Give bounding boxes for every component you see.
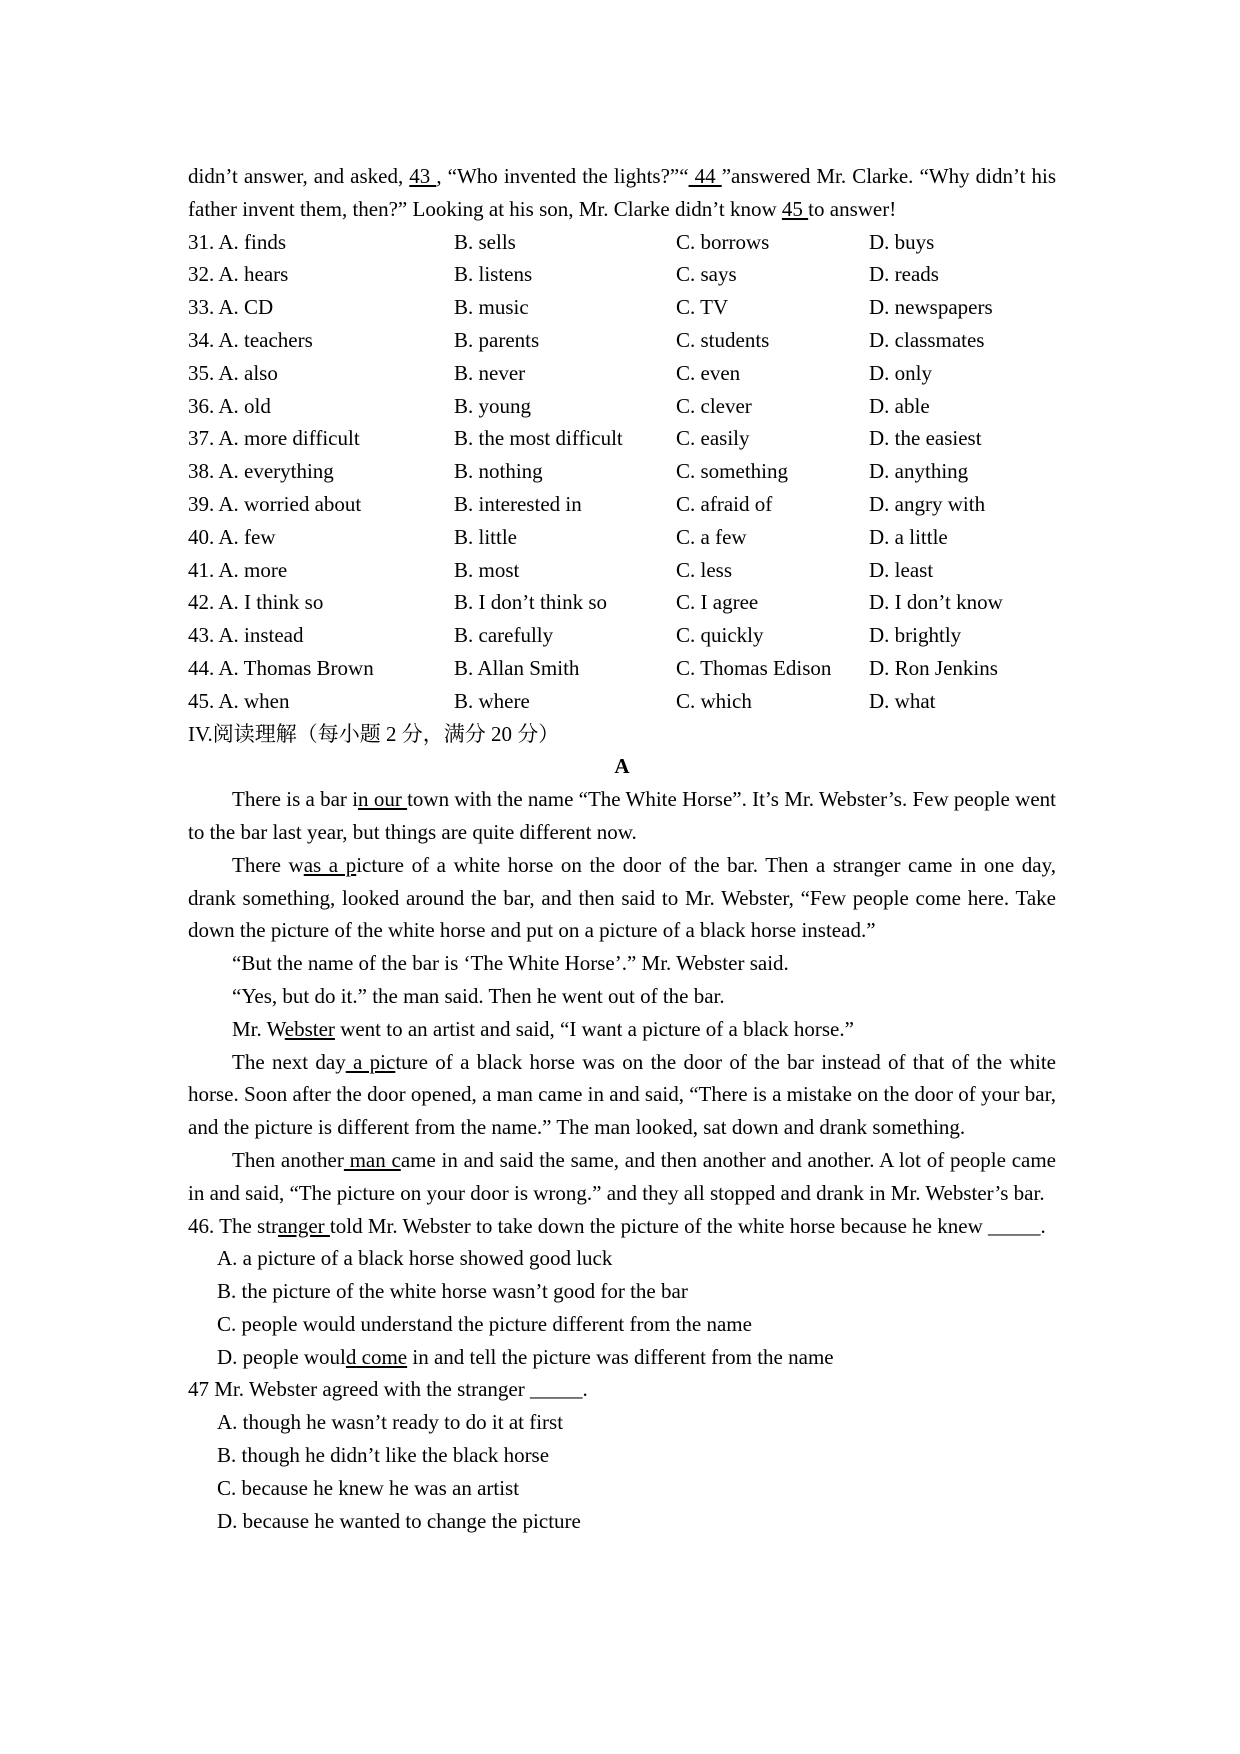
option-a: 37. A. more difficult [188, 426, 360, 451]
option-a: 38. A. everything [188, 459, 334, 484]
option-a: 44. A. Thomas Brown [188, 655, 374, 680]
paragraph-text: Then another [232, 1147, 344, 1172]
option-a: 32. A. hears [188, 262, 289, 287]
option-d: D. I don’t know [869, 590, 1003, 615]
reading-passage [188, 783, 1056, 1209]
option-row-42 [188, 586, 1056, 619]
passage-paragraph [188, 1046, 1056, 1144]
option-d: D. classmates [869, 327, 985, 352]
option-c: C. something [676, 459, 789, 484]
option-row-35 [188, 357, 1056, 390]
option-b: B. sells [454, 229, 516, 254]
paragraph-text: The next day [232, 1049, 346, 1074]
option-c: C. Thomas Edison [676, 655, 832, 680]
paragraph-text: icture of a white horse on the door of the bar. Then a stranger came in one day, drank something, looked around the bar, and then said to Mr. Webster, “Few people come here. Take down the picture of the white horse and put on a picture of a black horse instead.” [188, 852, 1056, 943]
option-a: 45. A. when [188, 688, 290, 713]
cloze-text: ”answered Mr. Clarke. “Why didn’t his father invent them, then?” Looking at his son, Mr. Clarke didn’t know [188, 164, 1057, 221]
blank-43: 43 [409, 164, 437, 188]
option-c: C. borrows [676, 229, 770, 254]
paragraph-text: man c [343, 1147, 401, 1172]
cloze-text: to answer! [808, 196, 897, 221]
blank-45: 45 [781, 196, 809, 221]
option-c: C. quickly [676, 623, 764, 648]
option-a: 42. A. I think so [188, 590, 324, 615]
option-c: C. says [676, 262, 737, 287]
cloze-text: , “Who invented the lights?”“ [436, 164, 689, 188]
option-b: B. most [454, 557, 520, 582]
passage-paragraph [188, 849, 1056, 947]
question-47 [188, 1373, 1056, 1537]
option-a: 35. A. also [188, 360, 278, 385]
option-d: D. anything [869, 459, 969, 484]
option-c: C. a few [676, 524, 747, 549]
option-row-40 [188, 521, 1056, 554]
option-b: B. parents [454, 327, 540, 352]
option-d: D. the easiest [869, 426, 982, 451]
option-b: B. music [454, 295, 529, 320]
question-stem [188, 1210, 1056, 1243]
option-d: D. only [869, 360, 932, 385]
option-row-36 [188, 390, 1056, 423]
option-c: C. less [676, 557, 733, 582]
option-a: 40. A. few [188, 524, 276, 549]
blank-44: 44 [688, 164, 722, 188]
question-46 [188, 1210, 1056, 1374]
option-b: B. the most difficult [454, 426, 623, 451]
option-row-43 [188, 619, 1056, 652]
answer-option-b: B. the picture of the white horse wasn’t good for the bar [217, 1279, 688, 1304]
paragraph-text: went to an artist and said, “I want a picture of a black horse.” [334, 1016, 854, 1041]
paragraph-text: as a p [303, 852, 357, 877]
option-text: in and tell the picture was different from the name [407, 1344, 834, 1369]
paragraph-text: Mr. W [232, 1016, 285, 1041]
option-row-41 [188, 554, 1056, 587]
paragraph-text: ture of a black horse was on the door of the bar instead of that of the white horse. Soon after the door opened, a man came in and said, “There is a mistake on the door of your bar, and the picture is different from the name.” The man looked, sat down and drank something. [188, 1049, 1057, 1140]
paragraph-text: ame in and said the same, and then another and another. A lot of people came in and said, “The picture on your door is wrong.” and they all stopped and drank in Mr. Webster’s bar. [188, 1147, 1056, 1205]
option-d: D. able [869, 393, 930, 418]
option-d: D. a little [869, 524, 948, 549]
stem-text: 46. The str [188, 1213, 279, 1238]
option-b: B. where [454, 688, 530, 713]
exam-page [188, 160, 1056, 1537]
option-d: D. Ron Jenkins [869, 655, 998, 680]
answer-option-a: A. a picture of a black horse showed good luck [217, 1246, 613, 1271]
option-b: B. listens [454, 262, 533, 287]
stem-text: anger [278, 1213, 330, 1238]
option-d: D. angry with [869, 491, 986, 516]
answer-option-c: C. because he knew he was an artist [217, 1475, 520, 1500]
paragraph-text: a pic [345, 1049, 396, 1074]
answer-option-a: A. though he wasn’t ready to do it at first [217, 1410, 564, 1435]
option-text: d come [345, 1344, 408, 1369]
option-row-32 [188, 258, 1056, 291]
option-d: D. reads [869, 262, 939, 287]
option-row-31 [188, 226, 1056, 259]
option-row-38 [188, 455, 1056, 488]
option-row-39 [188, 488, 1056, 521]
option-b: B. interested in [454, 491, 582, 516]
option-b: B. never [454, 360, 526, 385]
option-row-34 [188, 324, 1056, 357]
option-d: D. newspapers [869, 295, 993, 320]
option-c: C. TV [676, 295, 729, 320]
answer-option-b: B. though he didn’t like the black horse [217, 1443, 550, 1468]
stem-text: told Mr. Webster to take down the picture of the white horse because he knew _____. [329, 1213, 1046, 1238]
answer-option-d: D. because he wanted to change the picture [217, 1508, 581, 1533]
option-d: D. least [869, 557, 934, 582]
option-text: D. people woul [217, 1344, 346, 1369]
paragraph-text: n our [358, 787, 408, 812]
paragraph-text: town with the name “The White Horse”. It’s Mr. Webster’s. Few people went to the bar last year, but things are quite different now. [188, 787, 1056, 844]
option-b: B. Allan Smith [454, 655, 580, 680]
passage-heading: A [614, 754, 630, 779]
option-a: 43. A. instead [188, 623, 304, 648]
option-row-45 [188, 685, 1056, 718]
option-row-37 [188, 422, 1056, 455]
question-stem: 47 Mr. Webster agreed with the stranger _____. [188, 1377, 588, 1402]
option-b: B. nothing [454, 459, 543, 484]
passage-paragraph: “Yes, but do it.” the man said. Then he went out of the bar. [232, 983, 725, 1008]
option-a: 31. A. finds [188, 229, 287, 254]
option-c: C. afraid of [676, 491, 773, 516]
cloze-text: didn’t answer, and asked, [188, 164, 410, 188]
option-row-44 [188, 652, 1056, 685]
answer-option-d [188, 1341, 1056, 1374]
option-a: 41. A. more [188, 557, 288, 582]
cloze-options-list [188, 226, 1056, 718]
passage-paragraph: “But the name of the bar is ‘The White Horse’.” Mr. Webster said. [232, 951, 789, 976]
option-c: C. clever [676, 393, 752, 418]
option-row-33 [188, 291, 1056, 324]
paragraph-text: ebster [284, 1016, 335, 1041]
option-a: 36. A. old [188, 393, 271, 418]
option-d: D. buys [869, 229, 935, 254]
option-b: B. I don’t think so [454, 590, 608, 615]
option-c: C. students [676, 327, 770, 352]
option-d: D. brightly [869, 623, 962, 648]
paragraph-text: There is a bar i [232, 787, 359, 812]
option-c: C. easily [676, 426, 750, 451]
option-a: 34. A. teachers [188, 327, 313, 352]
option-c: C. I agree [676, 590, 759, 615]
option-a: 39. A. worried about [188, 491, 362, 516]
option-b: B. young [454, 393, 532, 418]
option-a: 33. A. CD [188, 295, 274, 320]
passage-paragraph [188, 783, 1056, 849]
option-d: D. what [869, 688, 936, 713]
cloze-passage-ending [188, 160, 1056, 226]
option-c: C. which [676, 688, 752, 713]
paragraph-text: There w [232, 852, 304, 877]
answer-option-c: C. people would understand the picture different from the name [217, 1311, 752, 1336]
passage-paragraph [188, 1013, 1056, 1046]
section-title: IV.阅读理解（每小题 2 分，满分 20 分） [188, 721, 560, 746]
option-c: C. even [676, 360, 741, 385]
passage-paragraph [188, 1144, 1056, 1210]
option-b: B. little [454, 524, 517, 549]
option-b: B. carefully [454, 623, 554, 648]
